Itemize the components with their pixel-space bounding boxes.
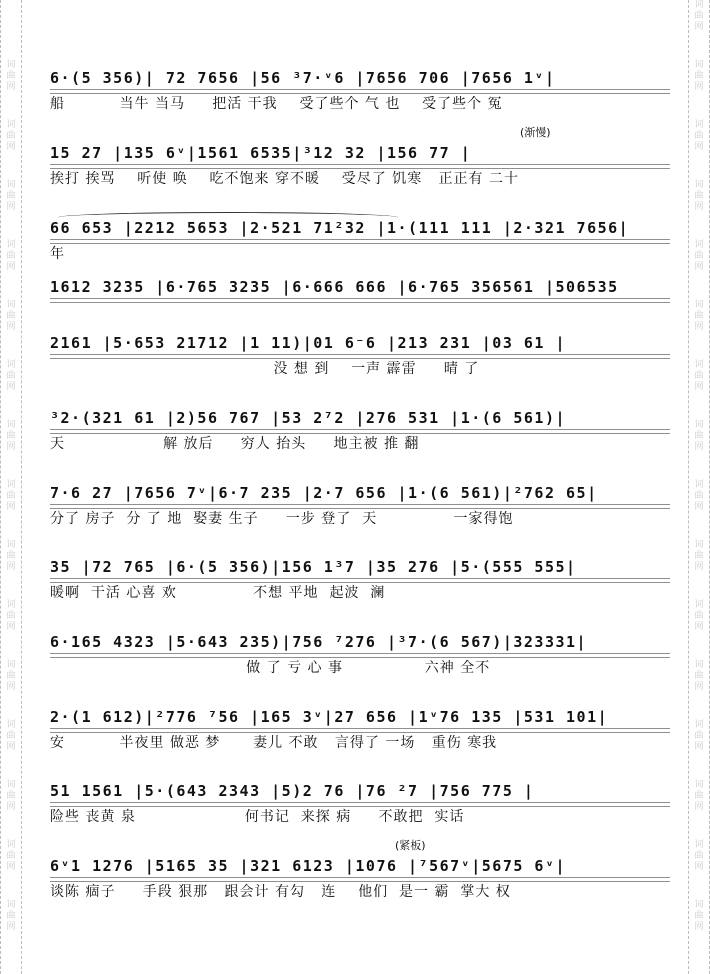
watermark: 词曲网	[694, 180, 704, 212]
watermark: 词曲网	[694, 540, 704, 572]
right-margin-strip	[688, 0, 710, 974]
left-margin-strip	[0, 0, 22, 974]
watermark: 词曲网	[6, 780, 16, 812]
watermark: 词曲网	[694, 300, 704, 332]
lyrics: 船 当牛 当马 把活 干我 受了些个 气 也 受了些个 冤	[50, 96, 503, 112]
watermark: 词曲网	[694, 840, 704, 872]
lyrics: 做 了 亏 心 事 六神 全不	[50, 660, 491, 676]
lyrics: 分了 房子 分 了 地 娶妻 生子 一步 登了 天 一家得饱	[50, 511, 514, 527]
watermark: 词曲网	[6, 60, 16, 92]
watermark: 词曲网	[6, 120, 16, 152]
lyrics: 年	[50, 246, 65, 262]
lyrics: 暖啊 干活 心喜 欢 不想 平地 起波 澜	[50, 585, 386, 601]
watermark: 词曲网	[694, 720, 704, 752]
watermark: 词曲网	[694, 780, 704, 812]
watermark: 词曲网	[6, 240, 16, 272]
notation: 2161 |5·653 21712 |1 11)|01 6⁻6 |213 231 |03 61 |	[50, 334, 567, 352]
watermark: 词曲网	[6, 540, 16, 572]
lyrics: 安 半夜里 做恶 梦 妻儿 不敢 言得了 一场 重伤 寒我	[50, 735, 498, 751]
watermark: 词曲网	[6, 360, 16, 392]
tempo-marking: (紧板)	[395, 839, 426, 852]
lyrics: 险些 丧黄 泉 何书记 来探 病 不敢把 实话	[50, 809, 465, 825]
notation: 2·(1 612)|²776 ⁷56 |165 3ᵛ|27 656 |1ᵛ76 135 |531 101|	[50, 708, 609, 726]
watermark: 词曲网	[6, 600, 16, 632]
lyrics: 挨打 挨骂 听使 唤 吃不饱来 穿不暖 受尽了 饥寒 正正有 二十	[50, 171, 520, 187]
watermark: 词曲网	[694, 240, 704, 272]
watermark: 词曲网	[694, 420, 704, 452]
watermark: 词曲网	[6, 420, 16, 452]
underline-marks	[50, 298, 670, 303]
tempo-marking: (渐慢)	[520, 126, 551, 139]
notation: 51 1561 |5·(643 2343 |5)2 76 |76 ²7 |756 775 |	[50, 782, 535, 800]
notation: 6ᵛ1 1276 |5165 35 |321 6123 |1076 |⁷567ᵛ|5675 6ᵛ|	[50, 857, 567, 875]
notation: 35 |72 765 |6·(5 356)|156 1³7 |35 276 |5·(555 555|	[50, 558, 577, 576]
watermark: 词曲网	[694, 360, 704, 392]
notation: 7·6 27 |7656 7ᵛ|6·7 235 |2·7 656 |1·(6 561)|²762 65|	[50, 484, 598, 502]
watermark: 词曲网	[694, 0, 704, 32]
notation: 6·165 4323 |5·643 235)|756 ⁷276 |³7·(6 567)|323331|	[50, 633, 588, 651]
watermark: 词曲网	[694, 120, 704, 152]
notation: 66 653 |2212 5653 |2·521 71²32 |1·(111 111 |2·321 7656|	[50, 219, 630, 237]
watermark: 词曲网	[694, 60, 704, 92]
notation: ³2·(321 61 |2)56 767 |53 2⁷2 |276 531 |1·(6 561)|	[50, 409, 567, 427]
lyrics: 天 解 放后 穷人 抬头 地主被 推 翻	[50, 436, 420, 452]
watermark: 词曲网	[694, 660, 704, 692]
watermark: 词曲网	[6, 300, 16, 332]
watermark: 词曲网	[694, 900, 704, 932]
watermark: 词曲网	[6, 900, 16, 932]
notation: 1612 3235 |6·765 3235 |6·666 666 |6·765 356561 |506535	[50, 278, 619, 296]
notation: 6·(5 356)| 72 7656 |56 ³7·ᵛ6 |7656 706 |7656 1ᵛ|	[50, 69, 556, 87]
lyrics: 没 想 到 一声 霹雷 晴 了	[50, 361, 480, 377]
watermark: 词曲网	[694, 480, 704, 512]
watermark: 词曲网	[6, 660, 16, 692]
watermark: 词曲网	[6, 720, 16, 752]
watermark: 词曲网	[6, 840, 16, 872]
watermark: 词曲网	[6, 480, 16, 512]
watermark: 词曲网	[6, 180, 16, 212]
lyrics: 谈陈 痼子 手段 狠那 跟会计 有勾 连 他们 是一 霸 掌大 权	[50, 884, 511, 900]
watermark: 词曲网	[694, 600, 704, 632]
notation: 15 27 |135 6ᵛ|1561 6535|³12 32 |156 77 |	[50, 144, 472, 162]
